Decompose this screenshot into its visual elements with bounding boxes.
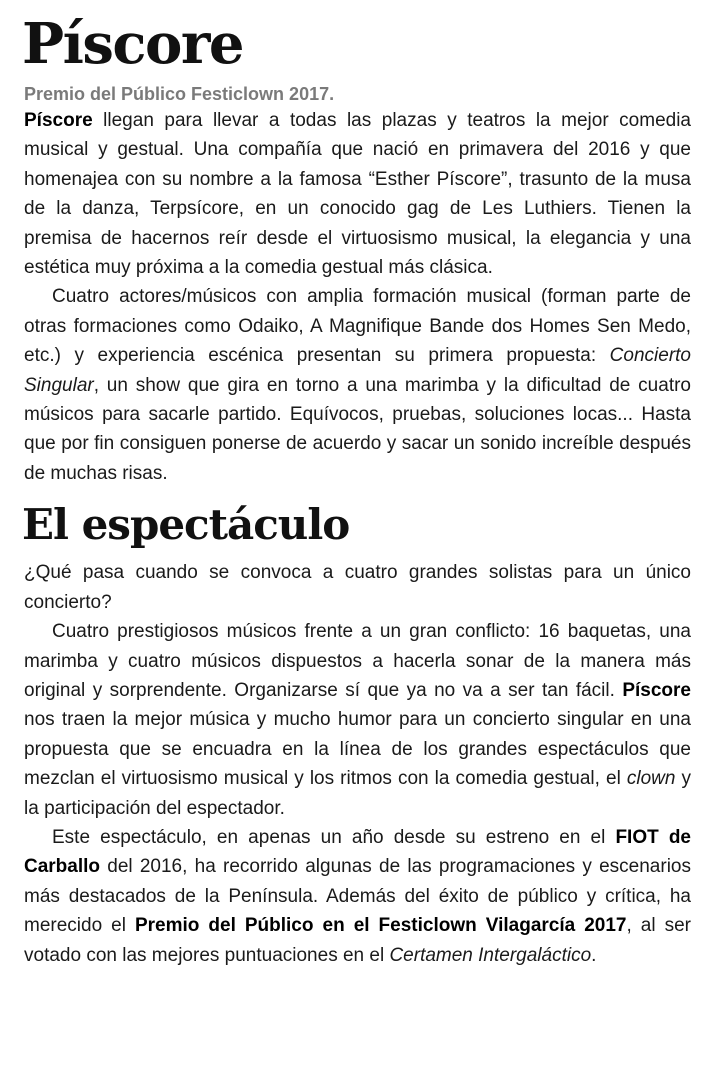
- history-text-a: Este espectáculo, en apenas un año desde su estreno en el: [52, 826, 616, 848]
- contest-name: Certamen Intergaláctico: [389, 944, 592, 966]
- history-text-c: , al ser votado con las mejores puntuaciones en el: [24, 915, 691, 966]
- section-title-piscore: Píscore: [22, 11, 243, 77]
- history-text-d: .: [591, 944, 597, 966]
- history-text-b: del 2016, ha recorrido algunas de las programaciones y escenarios más destacados de la Península. Además del éxito de público y crítica, ha merecido el: [24, 856, 691, 937]
- conflict-paragraph: [24, 617, 691, 823]
- intro-text: llegan para llevar a todas las plazas y teatros la mejor comedia musical y gestual. Una compañía que nació en primavera del 2016 y que homenajea con su nombre a la famosa “Esther Píscore”, trasunto de la musa de la danza, Terpsícore, en un conocido gag de Les Luthiers. Tienen la premisa de hacernos reír desde el virtuosismo musical, la elegancia y una estética muy próxima a la comedia gestual más clásica.: [24, 110, 691, 279]
- award-name: Premio del Público en el Festiclown Vilagarcía 2017: [134, 915, 627, 937]
- conflict-text-c: y la participación del espectador.: [24, 768, 692, 819]
- cast-text-end: , un show que gira en torno a una marimba y la dificultad de cuatro músicos para sacarle partido. Equívocos, pruebas, soluciones locas... Hasta que por fin consiguen ponerse de acuerdo y sacar un sonido increíble después de muchas risas.: [24, 374, 691, 484]
- show-title: Concierto Singular: [24, 345, 691, 396]
- history-paragraph: [24, 823, 691, 970]
- section-title-show: El espectáculo: [22, 500, 350, 550]
- intro-paragraph: [24, 106, 691, 282]
- clown-term: clown: [626, 768, 676, 790]
- conflict-text-a: Cuatro prestigiosos músicos frente a un gran conflicto: 16 baquetas, una marimba y cuatro músicos dispuestos a hacerla sonar de la manera más original y sorprendente. Organizarse sí que ya no va a ser tan fácil.: [24, 621, 691, 701]
- conflict-text-b: nos traen la mejor música y mucho humor para un concierto singular en una propuesta que se encuadra en la línea de los grandes espectáculos que mezclan el virtuosismo musical y los ritmos con la comedia gestual, el: [24, 709, 691, 790]
- question-paragraph: ¿Qué pasa cuando se convoca a cuatro grandes solistas para un único concierto?: [24, 562, 691, 613]
- company-name-2: Píscore: [622, 679, 691, 701]
- company-name: Píscore: [24, 110, 93, 131]
- festival-name: FIOT de Carballo: [24, 826, 691, 878]
- award-subtitle: Premio del Público Festiclown 2017.: [24, 84, 335, 104]
- article: [24, 0, 691, 970]
- cast-text-start: Cuatro actores/músicos con amplia formación musical (forman parte de otras formaciones como Odaiko, A Magnifique Bande dos Homes Sen Medo, etc.) y experiencia escénica presentan su primera propuesta:: [24, 286, 691, 367]
- cast-paragraph: [24, 282, 691, 488]
